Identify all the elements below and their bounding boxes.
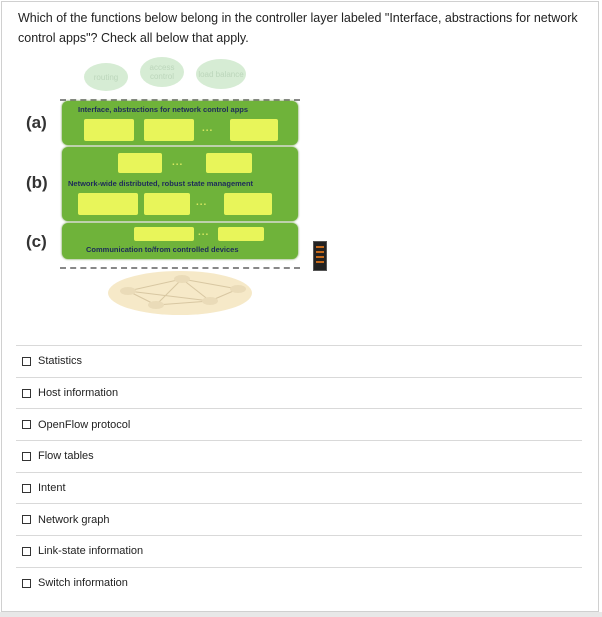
option-label: Switch information (38, 577, 128, 590)
option-row[interactable] (16, 408, 582, 440)
sdn-controller-figure (0, 55, 602, 325)
layer-state-label: Network-wide distributed, robust state management (68, 179, 254, 188)
bottom-shade (0, 612, 602, 617)
layer-state-management (62, 147, 298, 221)
label-b: (b) (26, 173, 48, 192)
option-row[interactable] (16, 567, 582, 599)
option-label: Network graph (38, 513, 110, 526)
layer-communication (62, 223, 298, 259)
option-row[interactable] (16, 440, 582, 472)
option-label: Statistics (38, 355, 83, 368)
app-access-control: access control (140, 57, 184, 87)
question-text: Which of the functions below belong in the controller layer labeled "Interface, abstractions for network control apps"? Check all below that apply. (18, 11, 578, 45)
checkbox[interactable] (22, 484, 31, 493)
label-c: (c) (26, 232, 47, 251)
layer-a-box (230, 119, 278, 141)
option-label: Intent (38, 482, 66, 495)
layer-interface (62, 101, 298, 145)
app-routing: routing (84, 63, 128, 91)
layer-b-box (206, 153, 252, 173)
option-label: OpenFlow protocol (38, 418, 131, 431)
checkbox[interactable] (22, 389, 31, 398)
layer-a-dots: ... (202, 123, 214, 134)
app-load-balance: load balance (196, 59, 246, 89)
option-label: Link-state information (38, 545, 144, 558)
layer-b-box (78, 193, 138, 215)
label-a: (a) (26, 113, 47, 132)
layer-b-dots: ... (172, 157, 184, 168)
switch-device-icon (313, 241, 327, 271)
network-graph-icon (100, 269, 260, 321)
layer-a-box (144, 119, 194, 141)
checkbox[interactable] (22, 452, 31, 461)
layer-communication-label: Communication to/from controlled devices (86, 245, 239, 254)
option-label: Flow tables (38, 450, 94, 463)
checkbox[interactable] (22, 515, 31, 524)
option-row[interactable] (16, 377, 582, 409)
layer-interface-label: Interface, abstractions for network control apps (78, 105, 249, 114)
layer-c-dots: ... (198, 227, 210, 238)
checkbox[interactable] (22, 420, 31, 429)
checkbox[interactable] (22, 579, 31, 588)
checkbox[interactable] (22, 547, 31, 556)
option-row[interactable] (16, 472, 582, 504)
layer-b-box (118, 153, 162, 173)
option-row[interactable] (16, 503, 582, 535)
option-label: Host information (38, 387, 119, 400)
layer-a-box (84, 119, 134, 141)
layer-c-box (134, 227, 194, 241)
answer-options (16, 345, 582, 599)
layer-b-box (144, 193, 190, 215)
option-row[interactable] (16, 345, 582, 377)
layer-c-box (218, 227, 264, 241)
layer-b-box (224, 193, 272, 215)
option-row[interactable] (16, 535, 582, 567)
checkbox[interactable] (22, 357, 31, 366)
layer-b-dots: ... (196, 197, 208, 208)
